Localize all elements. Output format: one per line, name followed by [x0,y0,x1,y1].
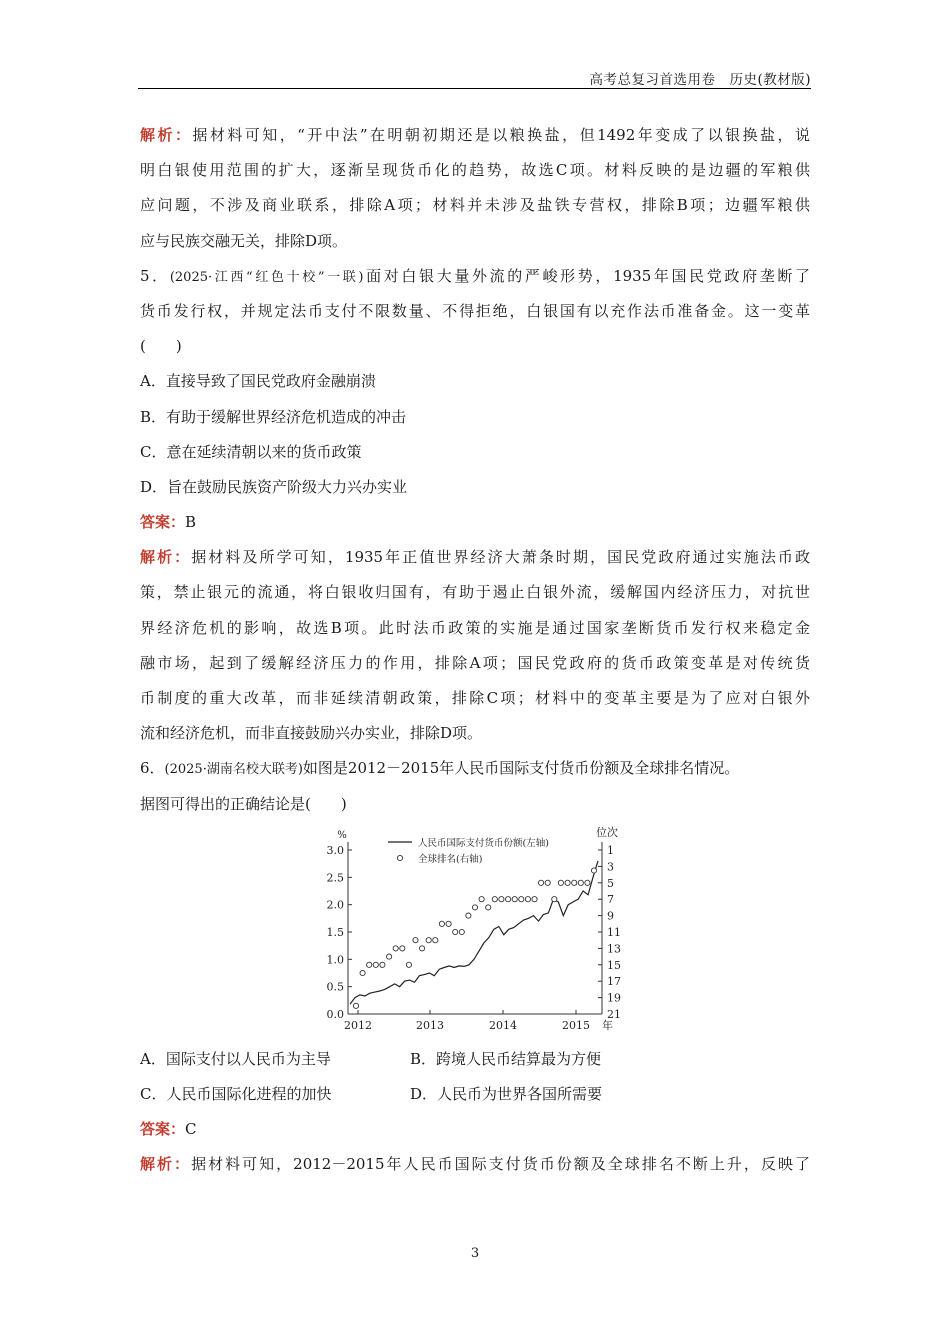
x-axis-unit: 年 [602,1018,613,1032]
header-rule [138,88,811,89]
q5-analysis-line-2: 策，禁止银元的流通，将白银收归国有，有助于遏止白银外流，缓解国内经济压力，对抗世 [140,583,810,602]
q4-analysis-line-4: 应与民族交融无关，排除D项。 [140,231,348,250]
ranking-point [406,962,411,967]
q4-analysis-line-2: 明白银使用范围的扩大，逐渐呈现货币化的趋势，故选C项。材料反映的是边疆的军粮供 [140,161,810,180]
q5-analysis-line-4: 融市场，起到了缓解经济压力的作用，排除A项；国民党政府的货币政策变革是对传统货 [140,653,810,672]
q4-analysis-label: 解析： [140,126,193,144]
q5-analysis-first: 据材料及所学可知，1935年正值世界经济大萧条时期，国民党政府通过实施法币政 [191,548,810,567]
q5-analysis-line-3: 界经济危机的影响，故选B项。此时法币政策的实施是通过国家垄断货币发行权来稳定金 [140,618,810,637]
ranking-point [486,905,491,910]
ranking-point [565,880,570,885]
x-tick-label: 2015 [562,1018,590,1032]
ranking-point [525,896,530,901]
q6-option-c: C．人民币国际化进程的加快 [140,1084,332,1103]
q6-analysis-first: 据材料可知，2012－2015年人民币国际支付货币份额及全球排名不断上升，反映了 [191,1155,810,1174]
q6-source: (2025·湖南名校大联考) [164,762,303,778]
right-axis-unit: 位次 [596,825,618,839]
q5-stem-line-3: ( ) [140,337,182,356]
ranking-point [472,905,477,910]
q5-analysis-line-6: 流和经济危机，而非直接鼓励兴办实业，排除D项。 [140,724,483,743]
ranking-point [591,868,596,873]
q6-answer-value: C [185,1120,197,1139]
page-number: 3 [470,1246,480,1261]
q5-option-d: D．旨在鼓励民族资产阶级大力兴办实业 [140,477,408,496]
q6-option-b: B．跨境人民币结算最为方便 [410,1049,602,1068]
page-body [140,118,810,1183]
ranking-point [466,913,471,918]
ranking-point [439,921,444,926]
q6-stem-first: 如图是2012－2015年人民币国际支付货币份额及全球排名情况。 [302,759,740,778]
q5-option-a: A．直接导致了国民党政府金融崩溃 [140,372,376,391]
ranking-point [426,937,431,942]
q4-analysis-text-1: 据材料可知，“开中法”在明朝初期还是以粮换盐，但1492年变成了以银换盐，说 [192,126,810,144]
ranking-point [353,1003,358,1008]
q6-stem-line-2: 据图可得出的正确结论是( ) [140,794,347,813]
ranking-point [479,896,484,901]
q5-stem-line-1 [140,259,810,294]
ranking-point [459,929,464,934]
q6-chart-area [140,822,810,1042]
right-tick-label: 7 [607,892,614,906]
ranking-point [380,962,385,967]
ranking-point [519,896,524,901]
left-tick-label: 1.0 [326,953,344,967]
right-tick-label: 13 [607,942,621,956]
q6-answer-label: 答案： [140,1120,186,1139]
q6-analysis-label: 解析： [140,1155,192,1174]
left-tick-label: 0.5 [326,980,344,994]
left-tick-label: 0.0 [326,1007,344,1021]
q4-analysis-line-3: 应问题，不涉及商业联系，排除A项；材料并未涉及盐铁专营权，排除B项；边疆军粮供 [140,196,810,215]
legend-share-label: 人民币国际支付货币份额(左轴) [418,837,549,849]
q5-answer-value: B [185,513,197,532]
legend-circle-marker [397,855,402,860]
ranking-point [360,970,365,975]
q6-options-row-1 [140,1042,810,1077]
x-tick-label: 2014 [489,1018,517,1032]
right-tick-label: 9 [607,909,614,923]
q6-option-d: D．人民币为世界各国所需要 [410,1084,603,1103]
left-axis-unit: % [337,829,347,841]
ranking-point [400,946,405,951]
right-tick-label: 3 [607,860,614,874]
x-tick-label: 2013 [416,1018,444,1032]
q6-options-row-2 [140,1077,810,1112]
q5-option-b: B．有助于缓解世界经济危机造成的冲击 [140,407,407,426]
ranking-point [578,880,583,885]
ranking-point [558,880,563,885]
ranking-point [552,896,557,901]
ranking-point [539,880,544,885]
ranking-point [393,946,398,951]
right-tick-label: 15 [607,958,621,972]
left-tick-label: 2.0 [326,898,344,912]
right-tick-label: 19 [607,991,621,1005]
ranking-point [512,896,517,901]
ranking-point [506,896,511,901]
q5-analysis-line-1 [140,540,810,575]
q6-answer [140,1112,810,1147]
ranking-point [585,880,590,885]
q5-stem-line-2: 货币发行权，并规定法币支付不限数量、不得拒绝，白银国有以充作法币准备金。这一变革 [140,301,810,320]
ranking-point [387,954,392,959]
q5-option-c: C．意在延续清朝以来的货币政策 [140,442,362,461]
ranking-point [373,962,378,967]
ranking-point [572,880,577,885]
q6-number: 6． [140,759,165,778]
q6-option-a: A．国际支付以人民币为主导 [140,1049,331,1068]
ranking-point [446,921,451,926]
page-header: 高考总复习首选用卷 历史(教材版) [589,72,811,88]
ranking-point [413,937,418,942]
ranking-point [420,946,425,951]
right-tick-label: 17 [607,974,621,988]
ranking-point [492,896,497,901]
ranking-point [367,962,372,967]
q5-answer [140,505,810,540]
left-tick-label: 2.5 [326,871,344,885]
right-tick-label: 1 [607,843,614,857]
x-tick-label: 2012 [344,1018,372,1032]
rmb-share-ranking-chart [320,822,640,1042]
q4-analysis-line-1 [140,118,810,153]
left-tick-label: 3.0 [326,843,344,857]
ranking-point [499,896,504,901]
q5-number: 5． [140,266,170,285]
ranking-point [532,896,537,901]
right-tick-label: 21 [607,1007,621,1021]
q5-analysis-line-5: 币制度的重大改革，而非延续清朝政策，排除C项；材料中的变革主要是为了应对白银外 [140,689,810,707]
q5-answer-label: 答案： [140,513,186,532]
right-tick-label: 11 [607,925,621,939]
q5-analysis-label: 解析： [140,548,192,567]
q5-source: (2025·江西“红色十校”一联) [169,269,364,285]
q6-stem-line-1 [140,751,810,786]
ranking-point [545,880,550,885]
legend-ranking-label: 全球排名(右轴) [418,853,483,865]
q5-stem-first: 面对白银大量外流的严峻形势，1935年国民党政府垄断了 [363,266,810,285]
right-tick-label: 5 [607,876,614,890]
q6-analysis-line-1 [140,1147,810,1182]
left-tick-label: 1.5 [326,925,344,939]
ranking-point [433,937,438,942]
ranking-point [453,929,458,934]
